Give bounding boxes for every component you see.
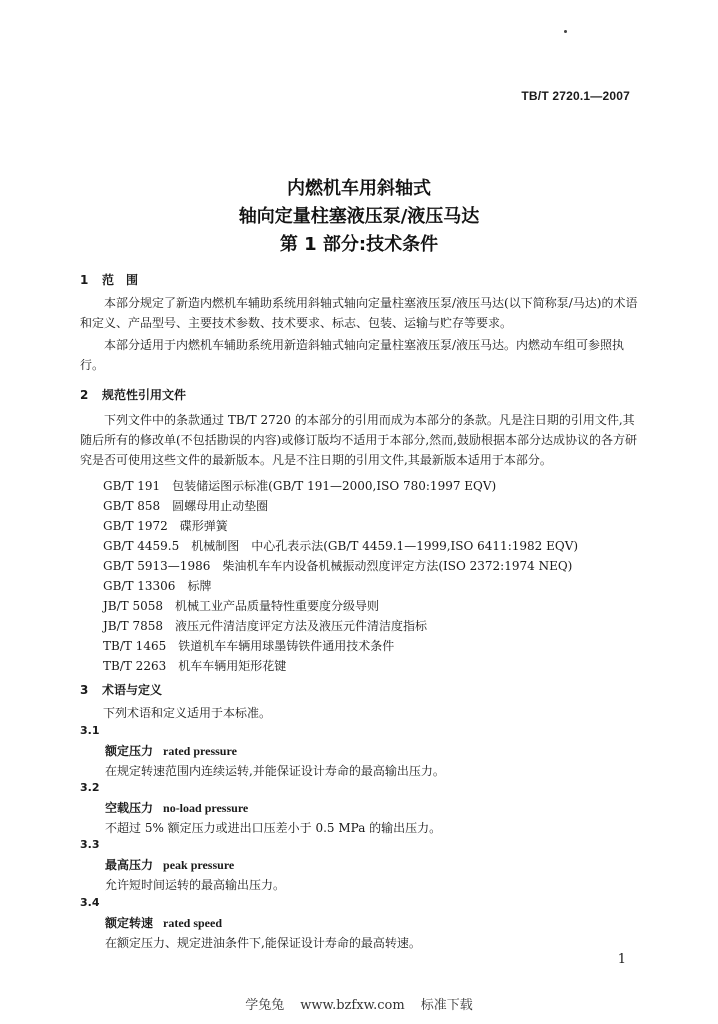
- term-heading: [105, 856, 234, 873]
- section-1-title: 范 围: [102, 273, 139, 287]
- section-1-paragraph-2: 本部分适用于内燃机车辅助系统用新造斜轴式轴向定量柱塞液压泵/液压马达。内燃动车组可参照执行。: [80, 338, 625, 372]
- section-1-heading: [80, 271, 138, 288]
- term-number: 3.1: [80, 724, 100, 737]
- term-heading: [105, 742, 237, 759]
- term-definition: 在规定转速范围内连续运转,并能保证设计寿命的最高输出压力。: [105, 764, 445, 778]
- term-name-en: rated pressure: [163, 744, 237, 758]
- section-1-paragraph-1: 本部分规定了新造内燃机车辅助系统用斜轴式轴向定量柱塞液压泵/液压马达(以下简称泵/马达)的术语和定义、产品型号、主要技术参数、技术要求、标志、包装、运输与贮存等要求。: [80, 296, 638, 330]
- footer-url-link[interactable]: www.bzfxw.com: [300, 998, 405, 1013]
- reference-item: TB/T 2263 机车车辆用矩形花键: [103, 659, 287, 673]
- section-2-intro: 下列文件中的条款通过 TB/T 2720 的本部分的引用而成为本部分的条款。凡是注日期的引用文件,其随后所有的修改单(不包括勘误的内容)或修订版均不适用于本部分,然而,鼓励根据本部分达成协议的各方研究是否可使用这些文件的最新版本。凡是不注日期的引用文件,其最新版本适用于本部分。: [80, 413, 637, 467]
- title-line-1: 内燃机车用斜轴式: [287, 178, 431, 199]
- term-definition: 允许短时间运转的最高输出压力。: [105, 878, 286, 892]
- term-number: 3.4: [80, 896, 100, 909]
- scan-dot: [564, 30, 567, 33]
- reference-item: GB/T 858 圆螺母用止动垫圈: [103, 499, 269, 513]
- section-2-heading: [80, 386, 186, 403]
- section-3-title: 术语与定义: [102, 683, 163, 697]
- reference-item: GB/T 13306 标牌: [103, 579, 212, 593]
- term-definition: 不超过 5% 额定压力或进出口压差小于 0.5 MPa 的输出压力。: [105, 821, 442, 835]
- reference-item: GB/T 191 包装储运图示标准(GB/T 191—2000,ISO 780:1997 EQV): [103, 479, 497, 493]
- download-footer: [0, 994, 718, 1013]
- term-number: 3.3: [80, 838, 100, 851]
- term-name-zh: 最高压力: [105, 858, 154, 872]
- term-name-en: rated speed: [163, 916, 223, 930]
- term-name-zh: 额定转速: [105, 916, 154, 930]
- footer-tag: 标准下载: [420, 998, 473, 1013]
- term-name-en: no-load pressure: [163, 801, 249, 815]
- term-heading: [105, 914, 222, 931]
- reference-item: JB/T 7858 液压元件清洁度评定方法及液压元件清洁度指标: [103, 619, 428, 633]
- term-heading: [105, 799, 248, 816]
- reference-item: JB/T 5058 机械工业产品质量特性重要度分级导则: [103, 599, 380, 613]
- title-line-3: 第 1 部分:技术条件: [279, 234, 439, 255]
- reference-item: GB/T 5913—1986 柴油机车车内设备机械振动烈度评定方法(ISO 2372:1974 NEQ): [103, 559, 573, 573]
- term-number: 3.2: [80, 781, 100, 794]
- reference-item: GB/T 4459.5 机械制图 中心孔表示法(GB/T 4459.1—1999,ISO 6411:1982 EQV): [103, 539, 579, 553]
- term-name-zh: 空载压力: [105, 801, 154, 815]
- section-3-number: 3: [80, 683, 89, 697]
- section-2-number: 2: [80, 388, 89, 402]
- reference-item: GB/T 1972 碟形弹簧: [103, 519, 228, 533]
- footer-site-name: 学兔兔: [245, 998, 285, 1013]
- section-3-intro: 下列术语和定义适用于本标准。: [103, 706, 272, 720]
- term-definition: 在额定压力、规定进油条件下,能保证设计寿命的最高转速。: [105, 936, 421, 950]
- standard-number: TB/T 2720.1—2007: [521, 89, 630, 103]
- title-line-2: 轴向定量柱塞液压泵/液压马达: [238, 206, 480, 227]
- section-1-number: 1: [80, 273, 89, 287]
- reference-item: TB/T 1465 铁道机车车辆用球墨铸铁件通用技术条件: [103, 639, 395, 653]
- section-2-title: 规范性引用文件: [102, 388, 187, 402]
- section-3-heading: [80, 681, 162, 698]
- term-name-en: peak pressure: [163, 858, 235, 872]
- page-number: 1: [617, 952, 626, 967]
- term-name-zh: 额定压力: [105, 744, 154, 758]
